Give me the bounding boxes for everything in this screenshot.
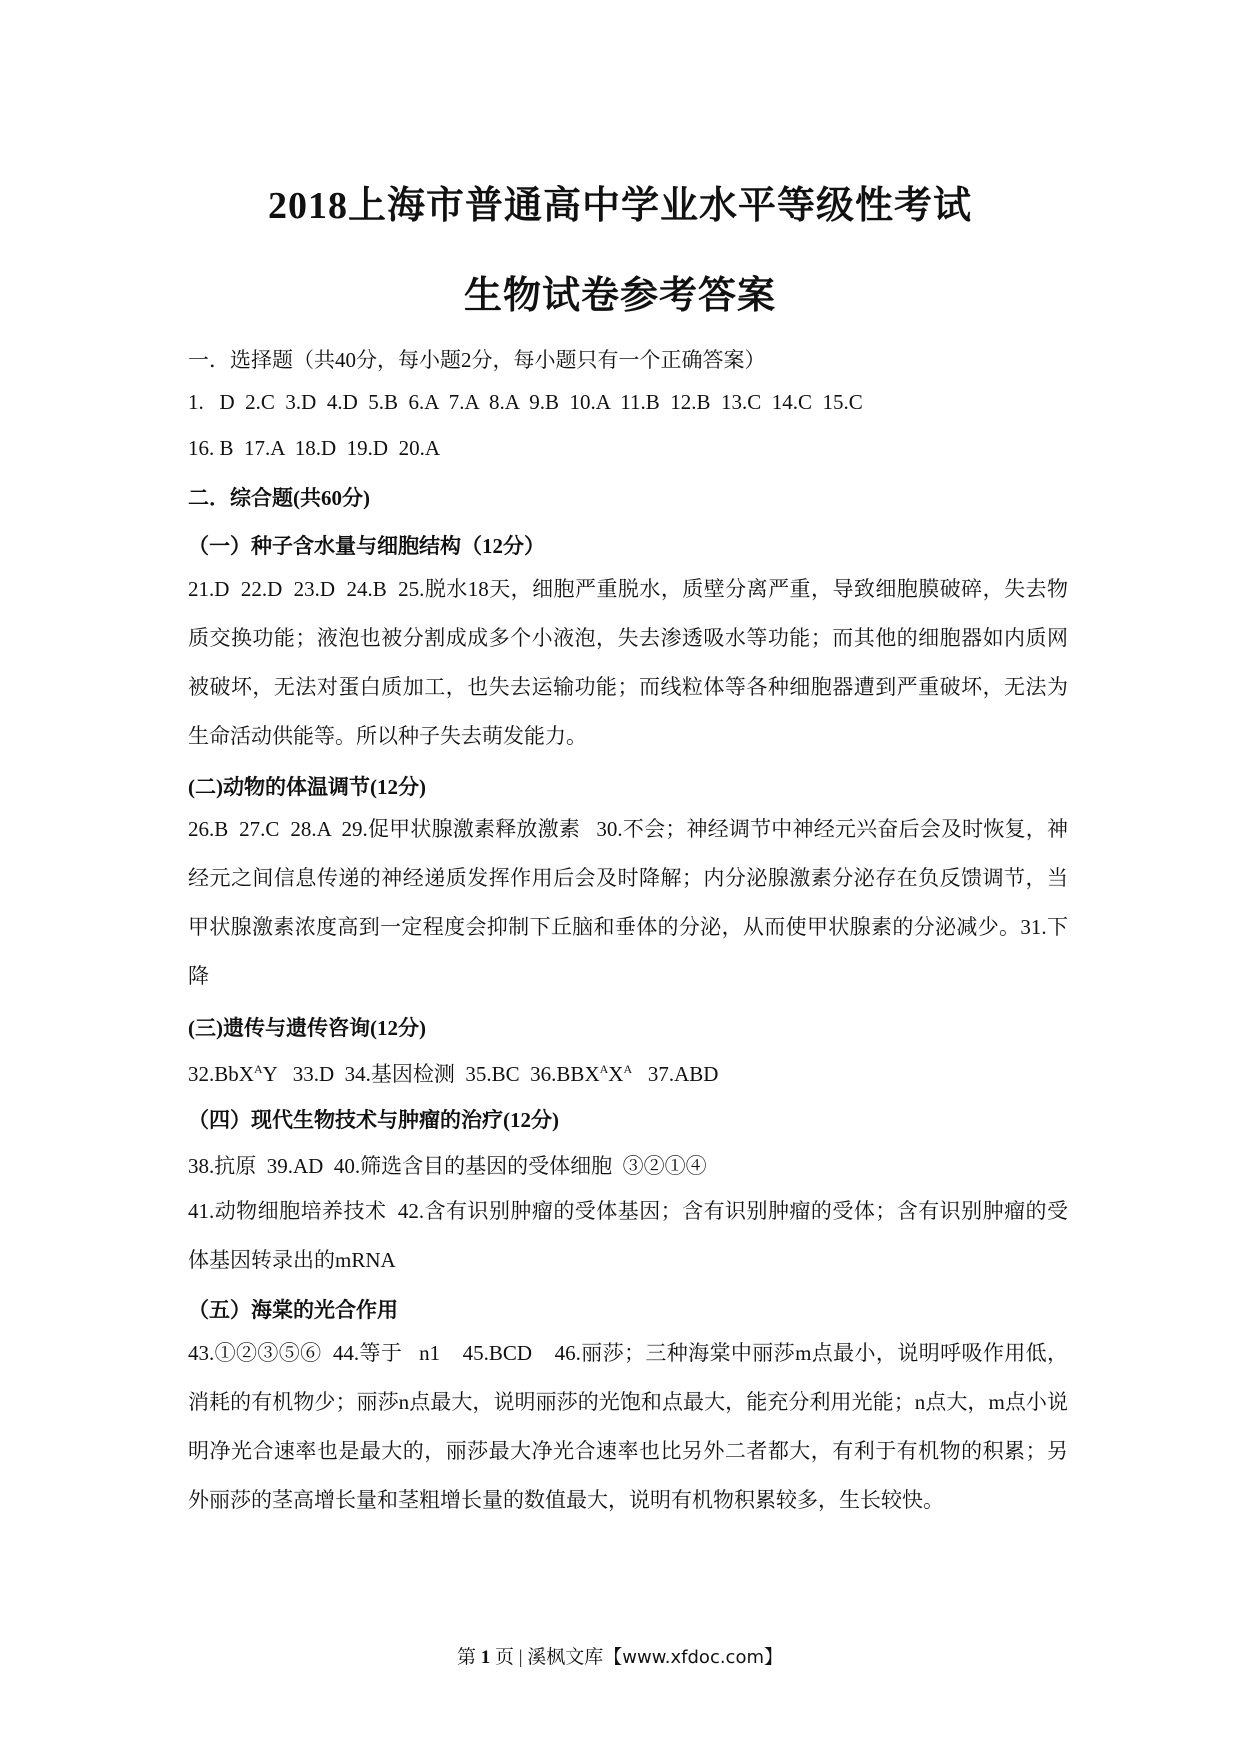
part1-answers-line1: 1. D 2.C 3.D 4.D 5.B 6.A 7.A 8.A 9.B 10.A 11.B 12.B 13.C 14.C 15.C bbox=[188, 390, 863, 414]
footer-prefix: 第 bbox=[456, 1647, 476, 1668]
page-footer bbox=[0, 1642, 1240, 1669]
footer-url[interactable]: www.xfdoc.com bbox=[622, 1647, 765, 1668]
part1-heading: 一．选择题（共40分，每小题2分，每小题只有一个正确答案） bbox=[188, 348, 766, 372]
answer-37-text: 37.ABD bbox=[632, 1062, 719, 1086]
section1-answers: 21.D 22.D 23.D 24.B 25.脱水18天，细胞严重脱水，质壁分离严重，导致细胞膜破碎，失去物质交换功能；液泡也被分割成成多个小液泡，失去渗透吸水等功能；而其他的细胞器如内质网被破坏，无法对蛋白质加工，也失去运输功能；而线粒体等各种细胞器遭到严重破坏，无法为生命活动供能等。所以种子失去萌发能力。 bbox=[188, 577, 1068, 748]
section5-answers: 43.①②③⑤⑥ 44.等于 n1 45.BCD 46.丽莎；三种海棠中丽莎m点最小，说明呼吸作用低，消耗的有机物少；丽莎n点最大，说明丽莎的光饱和点最大，能充分利用光能；n点大，m点小说明净光合速率也是最大的，丽莎最大净光合速率也比另外二者都大，有利于有机物的积累；另外丽莎的茎高增长量和茎粗增长量的数值最大，说明有机物积累较多，生长较快。 bbox=[188, 1341, 1068, 1512]
answer-32-text: 32.BbX bbox=[188, 1062, 254, 1086]
section4-heading: （四）现代生物技术与肿瘤的治疗(12分) bbox=[188, 1108, 559, 1132]
section3-heading: (三)遗传与遗传咨询(12分) bbox=[188, 1016, 426, 1040]
answer-36-text: X bbox=[608, 1062, 624, 1086]
section2-answers: 26.B 27.C 28.A 29.促甲状腺激素释放激素 30.不会；神经调节中神经元兴奋后会及时恢复，神经元之间信息传递的神经递质发挥作用后会及时降解；内分泌腺激素分泌存在负反馈调节，当甲状腺激素浓度高到一定程度会抑制下丘脑和垂体的分泌，从而使甲状腺素的分泌减少。31.下降 bbox=[188, 817, 1068, 988]
section5-heading: （五）海棠的光合作用 bbox=[188, 1298, 398, 1322]
section2-heading: (二)动物的体温调节(12分) bbox=[188, 775, 426, 799]
answer-36-superscript-2: A bbox=[623, 1062, 633, 1076]
document-subtitle: 生物试卷参考答案 bbox=[463, 275, 776, 317]
part2-heading: 二．综合题(共60分) bbox=[188, 486, 370, 510]
answer-36-superscript-1: A bbox=[599, 1062, 609, 1076]
section4-answers-line1: 38.抗原 39.AD 40.筛选含目的基因的受体细胞 ③②①④ bbox=[188, 1154, 707, 1178]
answer-32-superscript: A bbox=[253, 1062, 263, 1076]
page-number: 1 bbox=[480, 1647, 491, 1668]
section3-answers bbox=[188, 1058, 718, 1088]
part1-answers-line2: 16. B 17.A 18.D 19.D 20.A bbox=[188, 436, 441, 460]
section4-answers: 41.动物细胞培养技术 42.含有识别肿瘤的受体基因；含有识别肿瘤的受体；含有识别肿瘤的受体基因转录出的mRNA bbox=[188, 1199, 1068, 1272]
answer-33-36-text: Y 33.D 34.基因检测 35.BC 36.BBX bbox=[262, 1062, 600, 1086]
footer-source: 页 | 溪枫文库【 bbox=[494, 1647, 623, 1668]
section1-heading: （一）种子含水量与细胞结构（12分） bbox=[188, 534, 545, 558]
document-title: 2018上海市普通高中学业水平等级性考试 bbox=[267, 185, 972, 227]
footer-end: 】 bbox=[764, 1647, 784, 1668]
